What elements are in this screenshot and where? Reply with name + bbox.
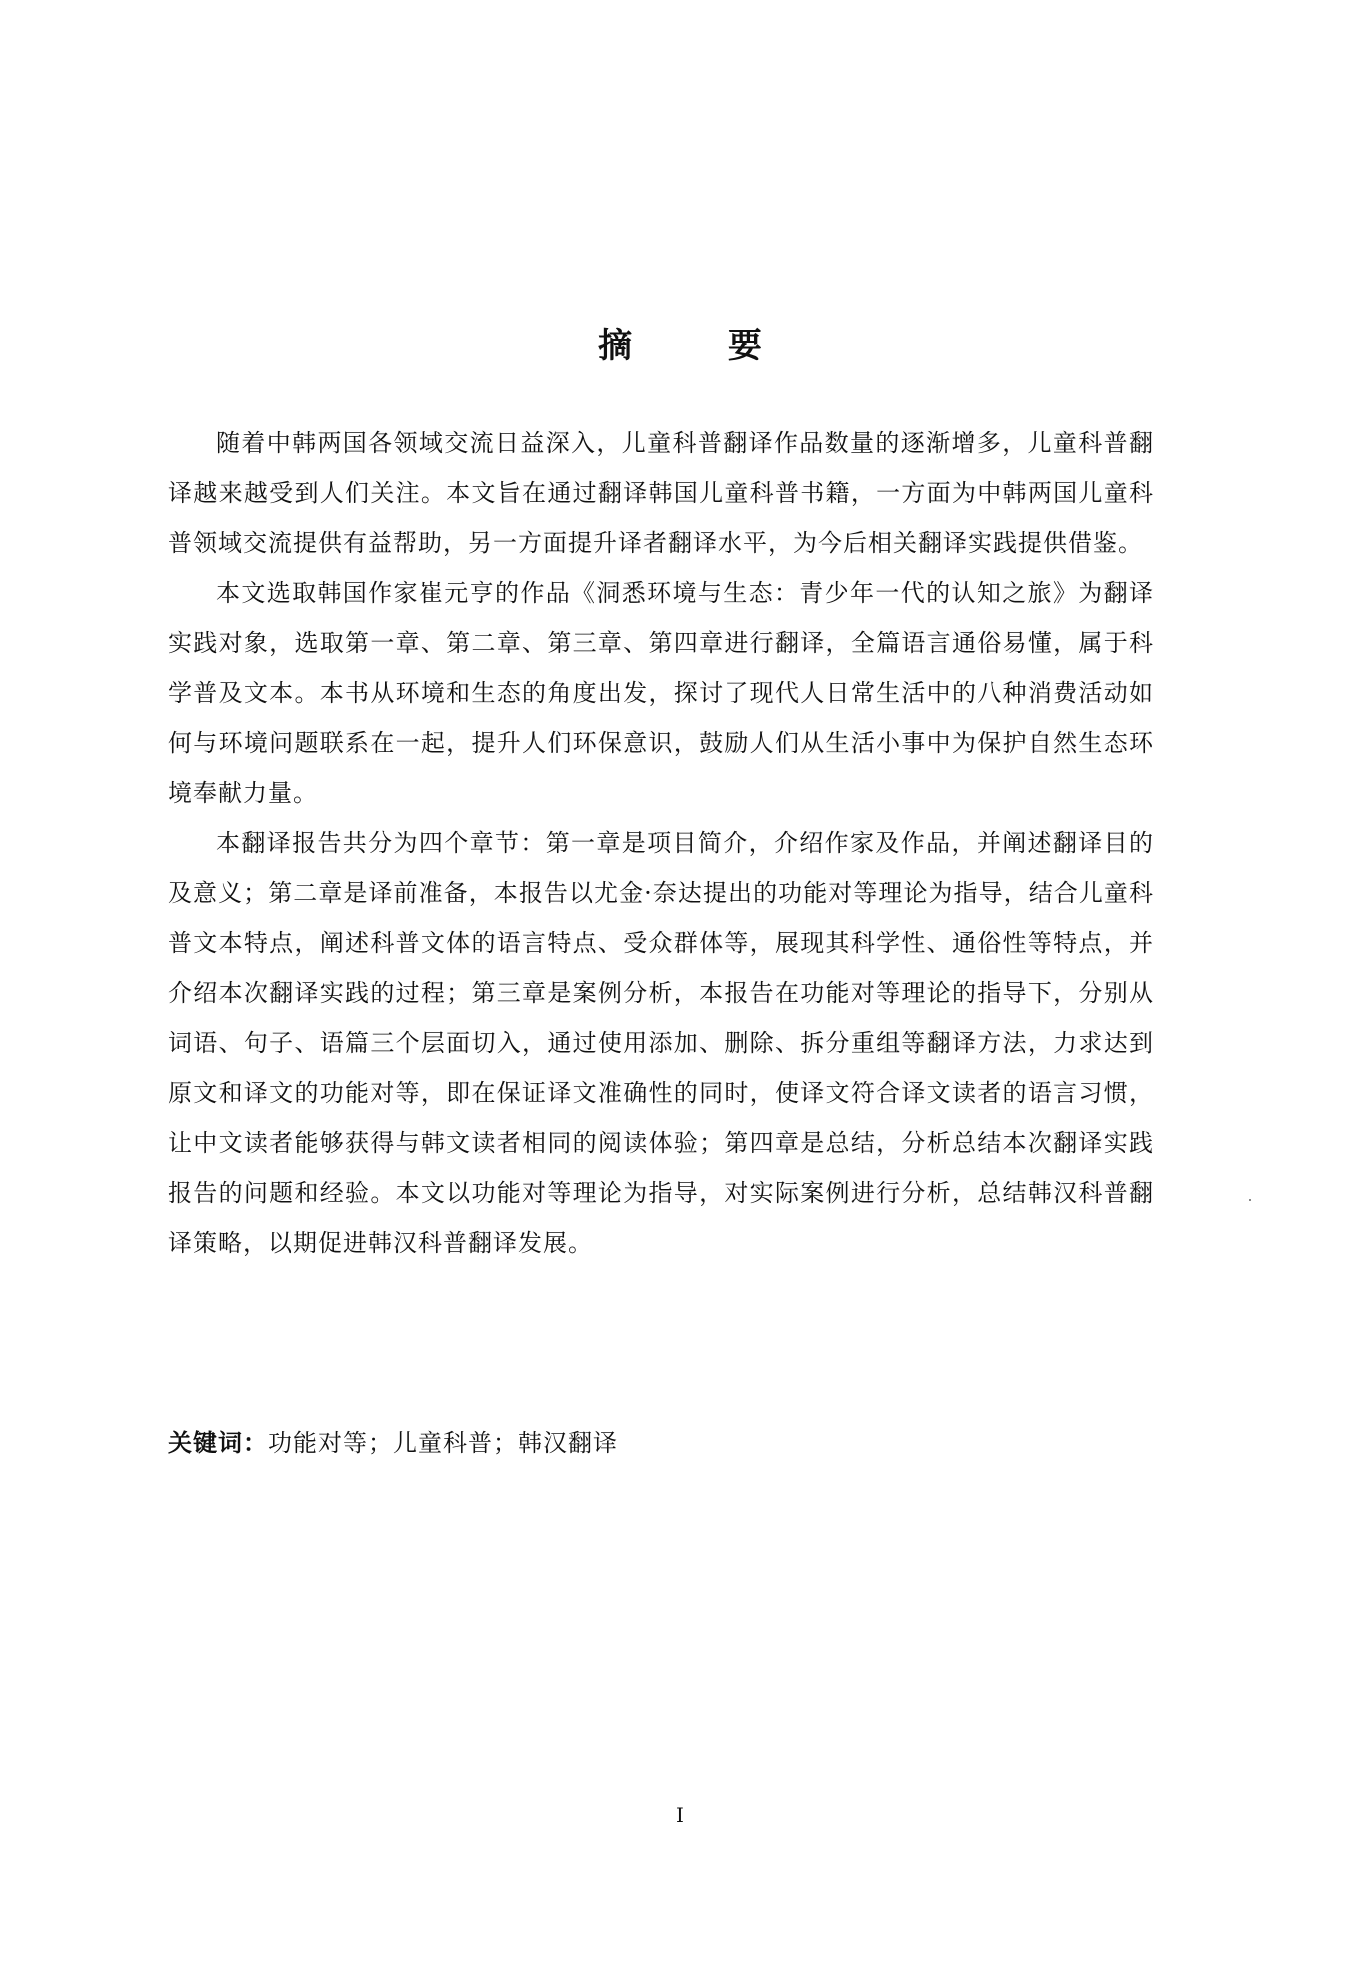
abstract-body [168, 418, 1154, 1268]
page-number: I [676, 1803, 684, 1827]
abstract-title: 摘 要 [598, 326, 804, 366]
abstract-paragraph-3: 本翻译报告共分为四个章节：第一章是项目简介，介绍作家及作品，并阐述翻译目的及意义；第二章是译前准备，本报告以尤金·奈达提出的功能对等理论为指导，结合儿童科普文本特点，阐述科普文体的语言特点、受众群体等，展现其科学性、通俗性等特点，并介绍本次翻译实践的过程；第三章是案例分析，本报告在功能对等理论的指导下，分别从词语、句子、语篇三个层面切入，通过使用添加、删除、拆分重组等翻译方法，力求达到原文和译文的功能对等，即在保证译文准确性的同时，使译文符合译文读者的语言习惯，让中文读者能够获得与韩文读者相同的阅读体验；第四章是总结，分析总结本次翻译实践报告的问题和经验。本文以功能对等理论为指导，对实际案例进行分析，总结韩汉科普翻译策略，以期促进韩汉科普翻译发展。 [168, 829, 1154, 1257]
keywords-line [168, 1418, 1154, 1468]
keywords-text: 功能对等；儿童科普；韩汉翻译 [268, 1429, 618, 1457]
keywords-label: 关键词： [168, 1429, 268, 1457]
scan-artifact-dot [1249, 1199, 1251, 1201]
abstract-paragraph-1: 随着中韩两国各领域交流日益深入，儿童科普翻译作品数量的逐渐增多，儿童科普翻译越来越受到人们关注。本文旨在通过翻译韩国儿童科普书籍，一方面为中韩两国儿童科普领域交流提供有益帮助，另一方面提升译者翻译水平，为今后相关翻译实践提供借鉴。 [168, 429, 1154, 557]
abstract-paragraph-2: 本文选取韩国作家崔元亨的作品《洞悉环境与生态：青少年一代的认知之旅》为翻译实践对象，选取第一章、第二章、第三章、第四章进行翻译，全篇语言通俗易懂，属于科学普及文本。本书从环境和生态的角度出发，探讨了现代人日常生活中的八种消费活动如何与环境问题联系在一起，提升人们环保意识，鼓励人们从生活小事中为保护自然生态环境奉献力量。 [168, 579, 1154, 807]
